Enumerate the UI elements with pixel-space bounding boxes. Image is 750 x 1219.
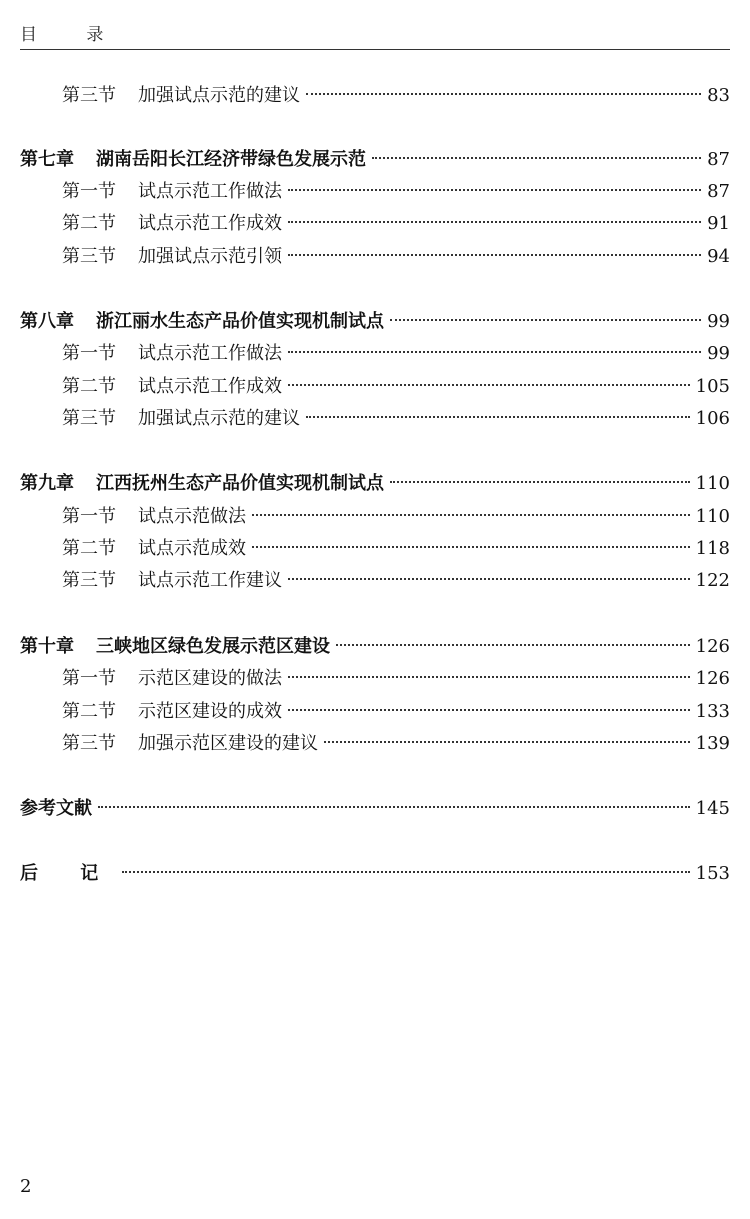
toc-entry-title: 加强示范区建设的建议 [138, 733, 318, 754]
toc-entry-number: 第三节 [62, 408, 116, 429]
dot-leader [252, 546, 690, 548]
dot-leader [288, 384, 690, 386]
toc-entry-number: 第三节 [62, 733, 116, 754]
toc-entry-page: 126 [695, 668, 730, 689]
toc-entry-page: 145 [695, 798, 730, 819]
toc-entry-title: 加强试点示范的建议 [138, 85, 300, 106]
toc-entry-page: 99 [707, 343, 730, 364]
dot-leader [252, 514, 690, 516]
dot-leader [306, 416, 690, 418]
toc-entry-title: 示范区建设的成效 [138, 701, 282, 722]
toc-entry[interactable] [20, 730, 730, 758]
toc-entry-page: 110 [695, 473, 730, 494]
dot-leader [122, 871, 689, 873]
toc-entry-title: 试点示范工作做法 [138, 181, 282, 202]
toc-entry-title: 后 记 [20, 863, 117, 884]
dot-leader [288, 221, 701, 223]
toc-entry-page: 105 [695, 376, 730, 397]
toc-entry-page: 106 [695, 408, 730, 429]
toc-entry-number: 第一节 [62, 668, 116, 689]
toc-entry-title: 示范区建设的做法 [138, 668, 282, 689]
toc-entry-number: 第七章 [20, 149, 74, 170]
toc-entry-page: 133 [695, 701, 730, 722]
dot-leader [372, 157, 701, 159]
toc-entry-number: 第九章 [20, 473, 74, 494]
toc-entry-page: 94 [707, 246, 730, 267]
toc-chapter[interactable] [20, 308, 730, 336]
dot-leader [306, 93, 701, 95]
toc-entry-number: 第二节 [62, 376, 116, 397]
toc-entry-title: 三峡地区绿色发展示范区建设 [96, 636, 330, 657]
toc-chapter[interactable] [20, 470, 730, 498]
toc-entry-title: 试点示范工作成效 [138, 213, 282, 234]
toc-entry-number: 第三节 [62, 85, 116, 106]
toc-entry[interactable] [20, 178, 730, 206]
dot-leader [288, 254, 701, 256]
toc-entry-title: 加强试点示范的建议 [138, 408, 300, 429]
toc-entry-page: 87 [707, 149, 730, 170]
toc-entry[interactable] [20, 535, 730, 563]
toc-entry[interactable] [20, 210, 730, 238]
toc-entry-page: 87 [707, 181, 730, 202]
toc-entry-number: 第一节 [62, 343, 116, 364]
toc-entry-page: 83 [707, 85, 730, 106]
toc-entry-number: 第三节 [62, 570, 116, 591]
toc-entry[interactable] [20, 373, 730, 401]
dot-leader [288, 351, 701, 353]
toc-entry-page: 122 [695, 570, 730, 591]
dot-leader [288, 578, 690, 580]
toc-entry[interactable] [20, 567, 730, 595]
toc-chapter[interactable] [20, 146, 730, 174]
dot-leader [390, 319, 701, 321]
toc-entry[interactable] [20, 698, 730, 726]
toc-entry-page: 91 [707, 213, 730, 234]
toc-entry-number: 第二节 [62, 213, 116, 234]
toc-entry-number: 第一节 [62, 506, 116, 527]
toc-entry-title: 湖南岳阳长江经济带绿色发展示范 [96, 149, 366, 170]
toc-entry[interactable] [20, 243, 730, 271]
toc-entry-number: 第二节 [62, 701, 116, 722]
toc-entry-page: 110 [695, 506, 730, 527]
toc-entry-title: 试点示范工作做法 [138, 343, 282, 364]
toc-entry-title: 加强试点示范引领 [138, 246, 282, 267]
toc-entry-number: 第三节 [62, 246, 116, 267]
toc-entry-title: 试点示范工作成效 [138, 376, 282, 397]
toc-entry[interactable] [20, 405, 730, 433]
toc-afterword[interactable] [20, 860, 730, 888]
toc-entry-number: 第十章 [20, 636, 74, 657]
toc-chapter[interactable] [20, 633, 730, 661]
dot-leader [288, 709, 690, 711]
toc-entry-page: 153 [695, 863, 730, 884]
toc-entry-title: 江西抚州生态产品价值实现机制试点 [96, 473, 384, 494]
toc-entry[interactable] [20, 665, 730, 693]
dot-leader [288, 189, 701, 191]
toc-entry-number: 第八章 [20, 311, 74, 332]
toc-entry-page: 99 [707, 311, 730, 332]
dot-leader [288, 676, 690, 678]
toc-entry-title: 参考文献 [20, 798, 92, 819]
toc-entry-page: 126 [695, 636, 730, 657]
toc-entry-page: 139 [695, 733, 730, 754]
toc-entry[interactable] [20, 82, 730, 110]
page-number: 2 [20, 1176, 32, 1197]
toc-entry-number: 第二节 [62, 538, 116, 559]
toc-entry[interactable] [20, 340, 730, 368]
running-head: 目 录 [20, 25, 126, 45]
toc-entry-title: 试点示范工作建议 [138, 570, 282, 591]
toc-entry-title: 浙江丽水生态产品价值实现机制试点 [96, 311, 384, 332]
dot-leader [98, 806, 690, 808]
toc-entry-title: 试点示范做法 [138, 506, 246, 527]
toc-references[interactable] [20, 795, 730, 823]
toc-entry-number: 第一节 [62, 181, 116, 202]
toc-entry-title: 试点示范成效 [138, 538, 246, 559]
dot-leader [336, 644, 690, 646]
toc-entry-page: 118 [695, 538, 730, 559]
dot-leader [390, 481, 690, 483]
toc-entry[interactable] [20, 503, 730, 531]
dot-leader [324, 741, 690, 743]
header-rule [20, 49, 730, 50]
